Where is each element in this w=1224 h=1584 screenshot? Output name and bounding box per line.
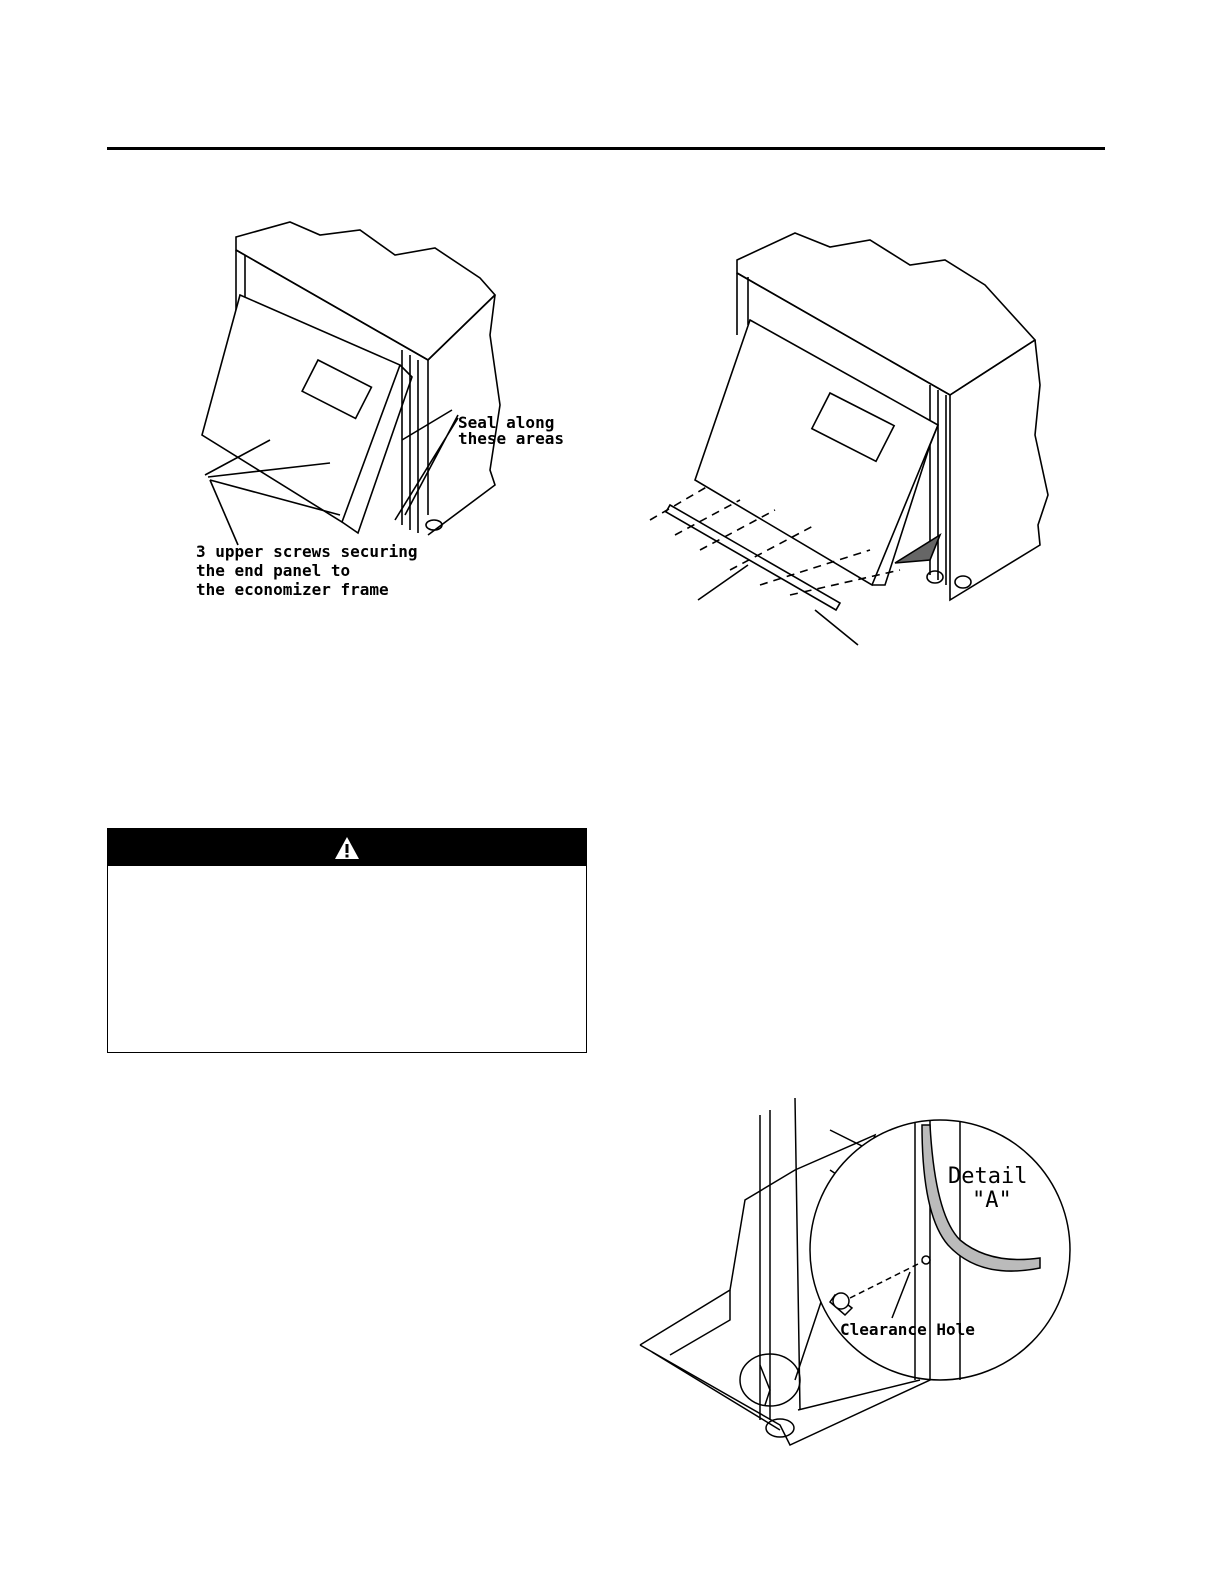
seal-label-line1: Seal along [458, 413, 555, 432]
figure-end-panel-seal [190, 215, 580, 610]
clearance-hole-label: Clearance Hole [840, 1320, 975, 1339]
screws-label-line2: the end panel to [196, 561, 351, 580]
figure-detail-a [630, 1090, 1080, 1450]
warning-triangle-icon [334, 836, 360, 860]
warning-header [108, 829, 586, 866]
figure-bottom-rail-install [640, 225, 1060, 665]
warning-box [107, 828, 587, 1053]
header-rule [107, 147, 1105, 150]
screws-label-line3: the economizer frame [196, 580, 389, 599]
warning-body [108, 866, 586, 1052]
detail-title: Detail [948, 1164, 1028, 1189]
screws-label-line1: 3 upper screws securing [196, 542, 418, 561]
seal-label-line2: these areas [458, 429, 564, 448]
detail-sub: "A" [972, 1188, 1012, 1213]
